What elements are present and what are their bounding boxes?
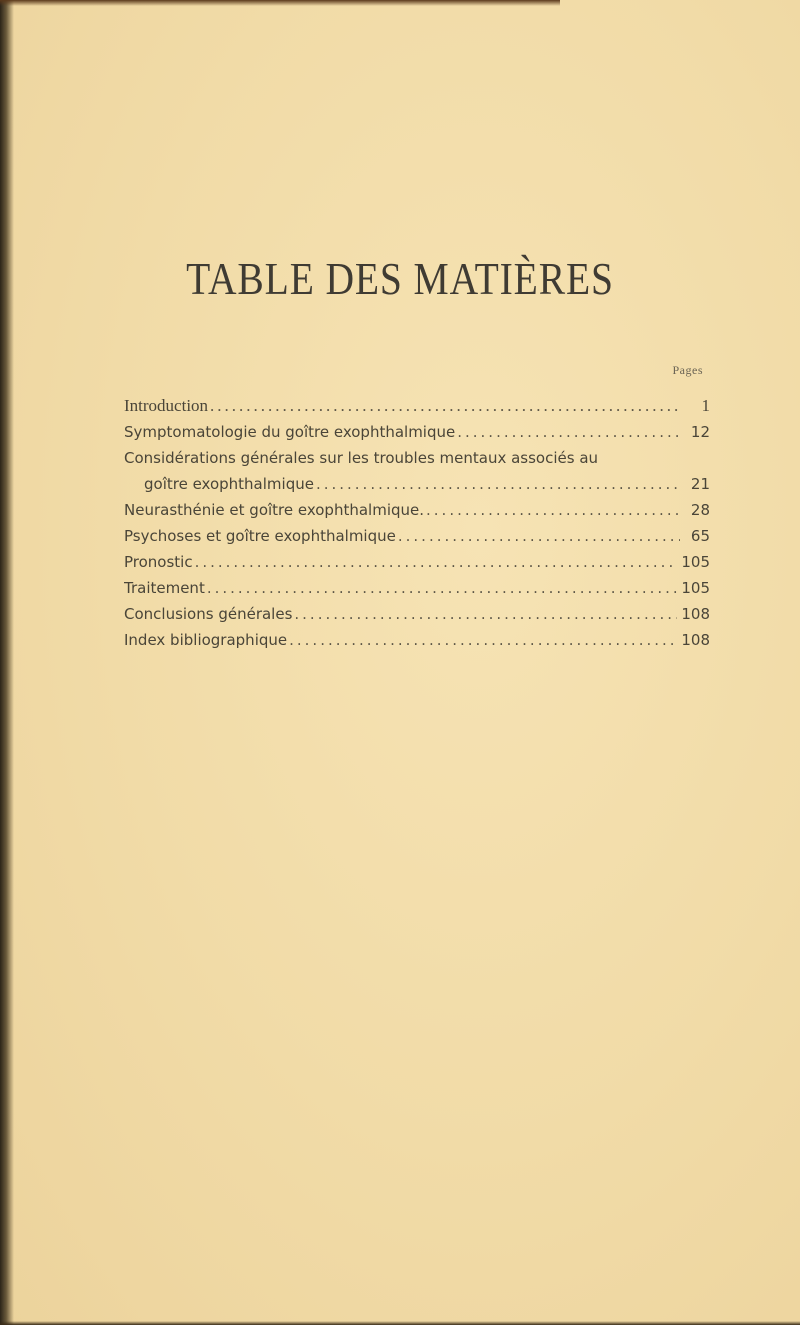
dot-leader (426, 497, 680, 523)
page-title: TABLE DES MATIÈRES (186, 253, 614, 304)
toc-entry-page: 21 (690, 475, 710, 493)
toc-entry-conclusions (124, 601, 710, 627)
toc-entry-label: goître exophthalmique (144, 475, 314, 493)
toc-entry-psychoses (124, 523, 710, 549)
toc-entry-considerations-continued (124, 471, 710, 497)
toc-entry-symptomatologie (124, 419, 710, 445)
dot-leader (195, 549, 678, 575)
toc-entry-label: Considérations générales sur les troubles mentaux associés au (124, 449, 599, 467)
toc-entry-label: Index bibliographique (124, 631, 288, 649)
toc-entry-introduction (124, 393, 710, 419)
spine-shadow (0, 0, 14, 1325)
toc-entry-page: 108 (681, 631, 710, 649)
table-of-contents (124, 393, 710, 653)
dot-leader (457, 419, 680, 445)
toc-entry-page: 108 (681, 605, 710, 623)
toc-entry-page: 28 (690, 501, 710, 519)
dot-leader (289, 627, 677, 653)
dot-leader (398, 523, 680, 549)
toc-entry-traitement (124, 575, 710, 601)
toc-entry-label: Symptomatologie du goître exophthalmique (124, 423, 456, 441)
pages-column-label: Pages (672, 363, 703, 377)
dot-leader (210, 393, 680, 419)
toc-entry-neurasthenie (124, 497, 710, 523)
toc-entry-index (124, 627, 710, 653)
toc-entry-page: 105 (681, 553, 710, 571)
dot-leader (207, 575, 678, 601)
dot-leader (294, 601, 677, 627)
toc-entry-page: 65 (690, 527, 710, 545)
toc-entry-label: Pronostic (124, 553, 193, 571)
top-edge (0, 0, 560, 6)
toc-entry-label: Traitement (124, 579, 205, 597)
bottom-edge (0, 1321, 800, 1325)
toc-entry-considerations (124, 445, 710, 471)
toc-entry-page: 105 (681, 579, 710, 597)
toc-entry-label: Neurasthénie et goître exophthalmique. (124, 501, 425, 519)
dot-leader (316, 471, 680, 497)
toc-entry-label: Psychoses et goître exophthalmique (124, 527, 396, 545)
toc-entry-page: 12 (690, 423, 710, 441)
toc-entry-page: 1 (701, 396, 710, 415)
toc-entry-label: Conclusions générales (124, 605, 293, 623)
toc-entry-label: Introduction (124, 396, 209, 415)
toc-entry-pronostic (124, 549, 710, 575)
